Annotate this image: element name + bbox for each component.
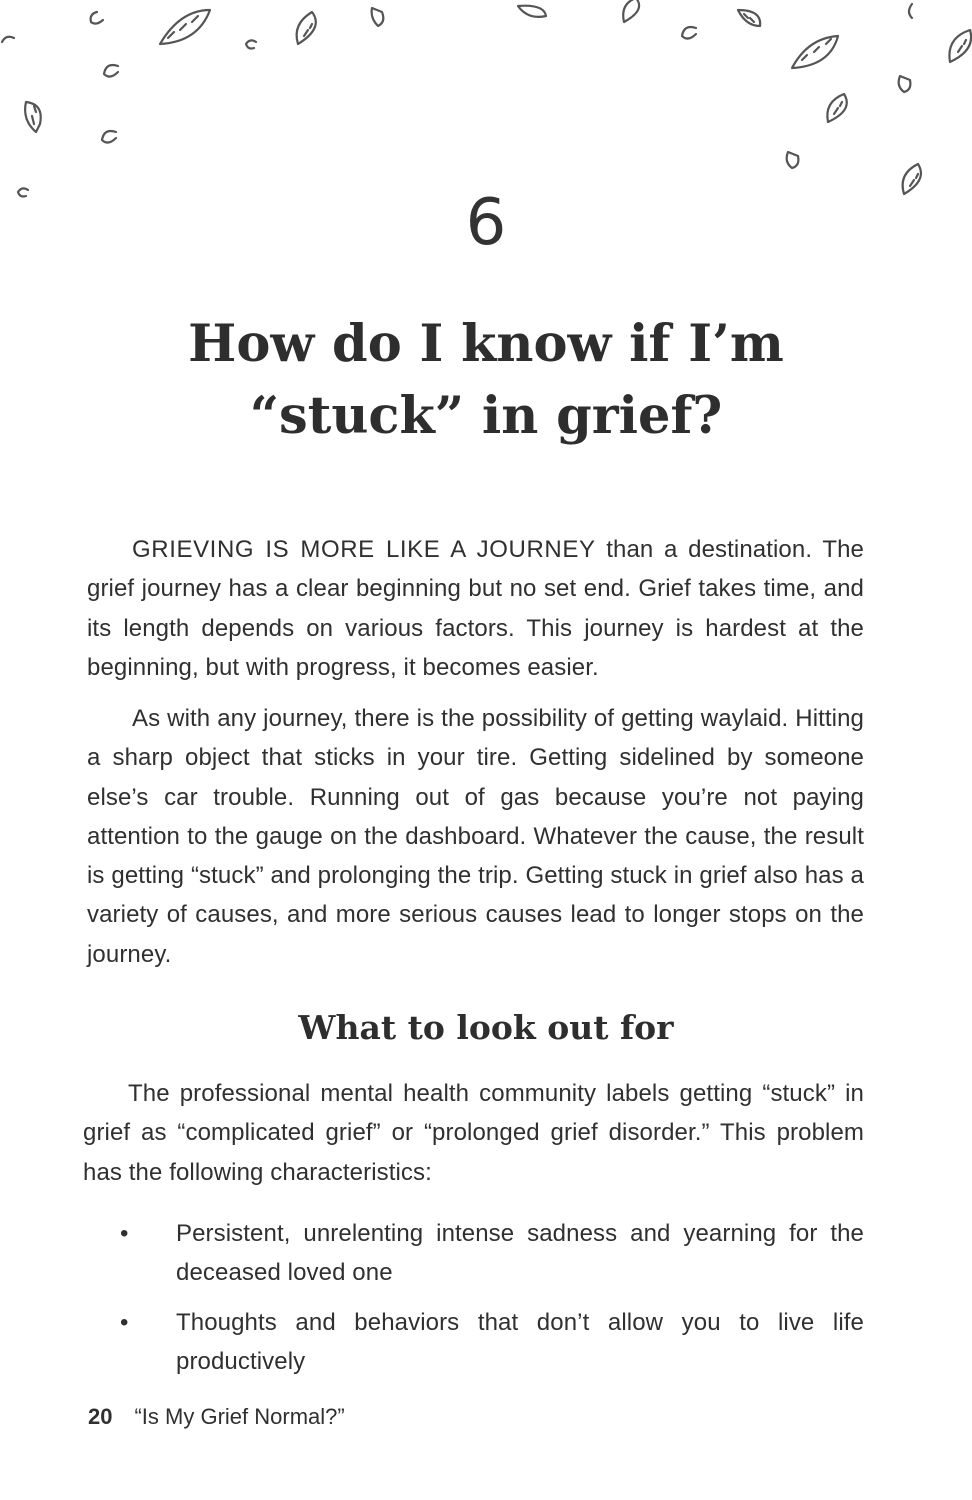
leaf-icon <box>104 65 118 77</box>
page-number: 20 <box>88 1404 113 1429</box>
leaf-icon <box>834 102 842 114</box>
leaf-icon <box>899 76 911 92</box>
leaf-icon <box>372 8 384 26</box>
leaf-icon <box>682 27 696 39</box>
paragraph-lead-in: GRIEVING IS MORE LIKE A JOURNEY <box>132 536 596 563</box>
page-footer <box>88 1404 345 1430</box>
characteristics-list <box>120 1214 864 1391</box>
leaf-icon <box>787 152 799 168</box>
leaf-icon <box>32 106 36 124</box>
bullet-icon: • <box>120 1220 129 1247</box>
body-paragraph-1 <box>87 530 864 687</box>
leaf-icon <box>623 0 639 22</box>
list-item <box>120 1214 864 1293</box>
chapter-title-line-2: “stuck” in grief? <box>249 386 723 446</box>
leaf-icon <box>297 12 316 44</box>
bullet-icon: • <box>120 1308 129 1336</box>
leaf-icon <box>246 40 256 48</box>
running-book-title: “Is My Grief Normal?” <box>134 1404 345 1429</box>
leaf-icon <box>949 30 971 62</box>
body-paragraph-2: As with any journey, there is the possibility of getting waylaid. Hitting a sharp object that sticks in your tire. Getting sidelined by someone else’s car trouble. Running out of gas because you’re not paying attention to the gauge on the dashboard. Whatever the cause, the result is getting “stuck” and prolonging the trip. Getting stuck in grief also has a variety of causes, and more serious causes lead to longer stops on the journey. <box>87 705 864 968</box>
leaf-icon <box>91 12 103 24</box>
leaf-icon <box>102 131 116 143</box>
leaf-icon <box>2 37 14 42</box>
list-item <box>120 1303 864 1382</box>
leaf-icon <box>909 4 912 18</box>
section-intro-paragraph: The professional mental health community labels getting “stuck” in grief as “complicated grief” or “prolonged grief disorder.” This problem has the following characteristics: <box>83 1080 864 1186</box>
chapter-number: 6 <box>465 186 507 260</box>
chapter-title <box>150 308 822 452</box>
leaf-icon <box>958 40 966 52</box>
section-heading: What to look out for <box>298 1008 674 1047</box>
paragraph-text: than a destination. The grief journey has a clear beginning but no set end. Grief takes time, and its length depends on various factors. This journey is hardest at the beginning, but with progress, it becomes easier. <box>87 536 864 681</box>
list-item-text: Thoughts and behaviors that don’t allow you to live life productively <box>176 1308 864 1375</box>
leaf-icon <box>518 6 546 17</box>
chapter-title-line-1: How do I know if I’m <box>188 314 784 374</box>
list-item-text: Persistent, unrelenting intense sadness and yearning for the deceased loved one <box>176 1220 864 1287</box>
